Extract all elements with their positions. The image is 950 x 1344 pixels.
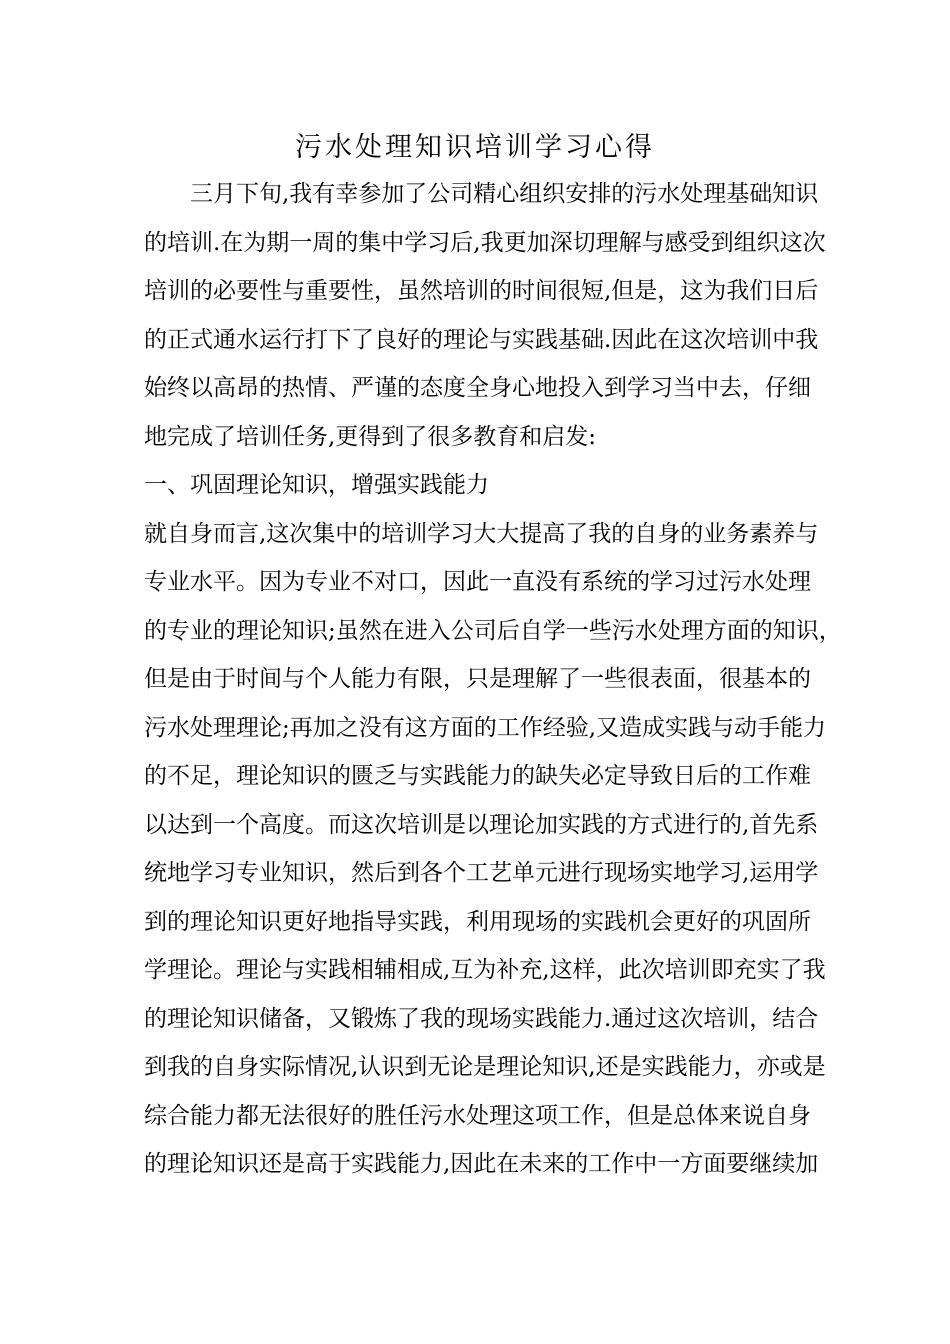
paragraph-line: 培训的必要性与重要性，虽然培训的时间很短,但是，这为我们日后 xyxy=(144,278,819,304)
paragraph-line: 以达到一个高度。而这次培训是以理论加实践的方式进行的,首先系 xyxy=(144,811,819,838)
paragraph-line: 的理论知识储备，又锻炼了我的现场实践能力.通过这次培训，结合 xyxy=(144,1005,819,1032)
paragraph-line: 就自身而言,这次集中的培训学习大大提高了我的自身的业务素养与 xyxy=(144,520,819,547)
document-body xyxy=(144,170,842,1189)
paragraph-line: 综合能力都无法很好的胜任污水处理这项工作，但是总体来说自身 xyxy=(144,1102,811,1129)
paragraph-line: 到的理论知识更好地指导实践，利用现场的实践机会更好的巩固所 xyxy=(144,908,811,935)
paragraph-line: 统地学习专业知识，然后到各个工艺单元进行现场实地学习,运用学 xyxy=(144,860,819,886)
paragraph-line: 但是由于时间与个人能力有限，只是理解了一些很表面，很基本的 xyxy=(144,666,811,692)
paragraph-line: 的理论知识还是高于实践能力,因此在未来的工作中一方面要继续加 xyxy=(144,1151,819,1177)
paragraph-line: 的正式通水运行打下了良好的理论与实践基础.因此在这次培训中我 xyxy=(144,326,819,353)
paragraph-line: 污水处理理论;再加之没有这方面的工作经验,又造成实践与动手能力 xyxy=(144,714,827,741)
paragraph-line: 学理论。理论与实践相辅相成,互为补充,这样，此次培训即充实了我 xyxy=(144,957,826,983)
paragraph-line: 三月下旬,我有幸参加了公司精心组织安排的污水处理基础知识 xyxy=(190,181,819,207)
paragraph-line: 到我的自身实际情况,认识到无论是理论知识,还是实践能力，亦或是 xyxy=(144,1054,826,1080)
section-heading: 一、巩固理论知识，增强实践能力 xyxy=(144,472,489,498)
paragraph-line: 的培训.在为期一周的集中学习后,我更加深切理解与感受到组织这次 xyxy=(144,229,826,256)
paragraph-line: 地完成了培训任务,更得到了很多教育和启发: xyxy=(144,423,597,450)
paragraph-line: 的不足，理论知识的匮乏与实践能力的缺失必定导致日后的工作难 xyxy=(144,763,811,789)
paragraph-line: 的专业的理论知识;虽然在进入公司后自学一些污水处理方面的知识， xyxy=(144,617,842,644)
paragraph-line: 专业水平。因为专业不对口，因此一直没有系统的学习过污水处理 xyxy=(144,569,811,595)
document-title: 污水处理知识培训学习心得 xyxy=(295,132,655,163)
paragraph-line: 始终以高昂的热情、严谨的态度全身心地投入到学习当中去，仔细 xyxy=(144,375,811,401)
